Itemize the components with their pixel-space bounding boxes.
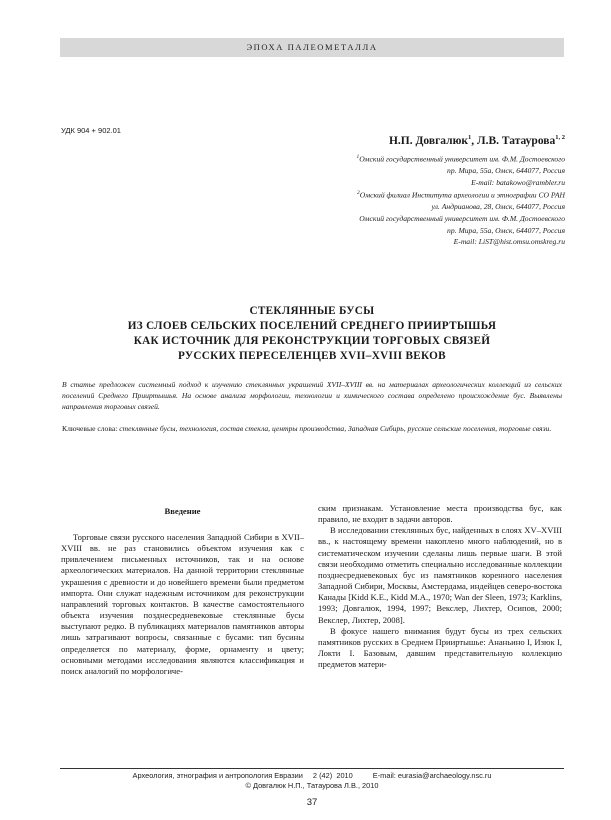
keywords-text: стеклянные бусы, технология, состав стекла, центры производства, Западная Сибирь, русские сельские поселения, торговые связи. [119,424,552,433]
affiliation-text: Омский филиал Института археологии и этнографии СО РАН [359,190,565,200]
affiliations [235,152,565,248]
affiliation-email: E-mail: LiST@hist.omsu.omskreg.ru [453,237,565,247]
affiliation-line [235,165,565,177]
author-1-name: Н.П. Довгалюк [388,134,469,147]
author-separator: , [471,134,478,147]
body-column-left [61,532,304,677]
affiliation-line [235,225,565,237]
article-title [60,304,564,364]
affiliation-text: Омский государственный университет им. Ф.М. Достоевского [359,154,565,164]
title-line: СТЕКЛЯННЫЕ БУСЫ [249,305,375,317]
affiliation-text: пр. Мира, 55а, Омск, 644077, Россия [447,166,565,176]
title-line: КАК ИСТОЧНИК ДЛЯ РЕКОНСТРУКЦИИ ТОРГОВЫХ СВЯЗЕЙ [133,335,491,347]
affiliation-text: ул. Андрианова, 28, Омск, 644077, Россия [431,202,565,212]
paragraph: ским признакам. Установление места производства бус, как правило, не входит в задачи авторов. [318,503,562,525]
author-2-affiliation-mark: 1, 2 [555,134,565,141]
affiliation-line [235,152,565,165]
copyright: © Довгалюк Н.П., Татаурова Л.В., 2010 [245,781,379,791]
affiliation-line [235,177,565,189]
journal-name: Археология, этнография и антропология Евразии [132,771,303,780]
title-line: ИЗ СЛОЕВ СЕЛЬСКИХ ПОСЕЛЕНИЙ СРЕДНЕГО ПРИИРТЫШЬЯ [127,320,497,332]
affiliation-text: пр. Мира, 55а, Омск, 644077, Россия [447,225,565,235]
authors [389,134,565,147]
paragraph: В фокусе нашего внимания будут бусы из трех сельских памятников русских в Среднем Прииртышье: Ананьино I, Изюк I, Локти I. Базовым, давшим представительную коллекцию предметов матери- [318,625,562,670]
paragraph: Торговые связи русского населения Западной Сибири в XVII–XVIII вв. не раз становились объектом изучения как с привлечением письменных источников, так и на основе археологических материалов. На данной территории стеклянные украшения с древности и до новейшего времени были предметом импорта. Они служат надежным источником для реконструкции направлений торговых контактов. В качестве самостоятельного объекта изучения позднесредневековые стеклянные бусы выступают редко. В публикациях материалов памятников авторы лишь затрагивают вопросы, связанные с бусами: тип бусины определяется по материалу, форме, орнаменту и цвету; основными методами исследования являются классификация и поиск аналогий по морфологиче- [61,532,304,676]
affiliation-line [235,201,565,213]
body-column-right [318,503,562,670]
paragraph: В исследовании стеклянных бус, найденных в слоях XV–XVIII вв., к настоящему времени накоплено много наблюдений, но в систематическом изучении сделаны лишь первые шаги. В этой связи необходимо отметить специально исследованные коллекции позднесредневековых бус из памятников коренного населения Западной Сибири, Москвы, Амстердама, индейцев северо-востока Канады [Kidd K.E., Kidd M.A., 1970; Wan der Sleen, 1973; Karklins, 1993; Довгалюк, 1994, 1997; Векслер, Лихтер, Осипов, 2000; Векслер, Лихтер, 2008]. [318,525,562,625]
affiliation-mark: 2 [357,190,360,197]
page-number: 37 [306,797,318,808]
affiliation-line [235,213,565,225]
journal-email: E-mail: eurasia@archaeology.nsc.ru [372,771,492,780]
title-line: РУССКИХ ПЕРЕСЕЛЕНЦЕВ XVII–XVIII ВЕКОВ [178,350,446,362]
author-1-affiliation-mark: 1 [468,134,472,141]
keywords [62,424,562,435]
footer [60,771,564,792]
author-2-name: Л.В. Татаурова [477,134,556,147]
affiliation-line [235,188,565,201]
abstract: В статье предложен системный подход к изучению стеклянных украшений XVII–XVIII вв. на материалах археологических коллекций из сельских поселений Среднего Прииртышья. На основе анализа морфологии, технологии и химического состава определено происхождение бус. Выявлены направления торговых связей. [62,380,562,411]
affiliation-text: Омский государственный университет им. Ф.М. Достоевского [359,214,565,224]
udk-code: УДК 904 + 902.01 [61,126,121,135]
running-header: ЭПОХА ПАЛЕОМЕТАЛЛА [60,38,564,57]
section-heading: Введение [164,506,201,516]
keywords-label: Ключевые слова: [62,424,120,433]
footer-journal-line [60,771,564,781]
affiliation-email: E-mail: batakowo@rambler.ru [471,177,565,187]
footer-rule [60,768,564,769]
journal-issue: 2 (42) [312,771,333,780]
affiliation-line [235,236,565,248]
journal-year: 2010 [336,771,353,780]
affiliation-mark: 1 [356,154,360,160]
